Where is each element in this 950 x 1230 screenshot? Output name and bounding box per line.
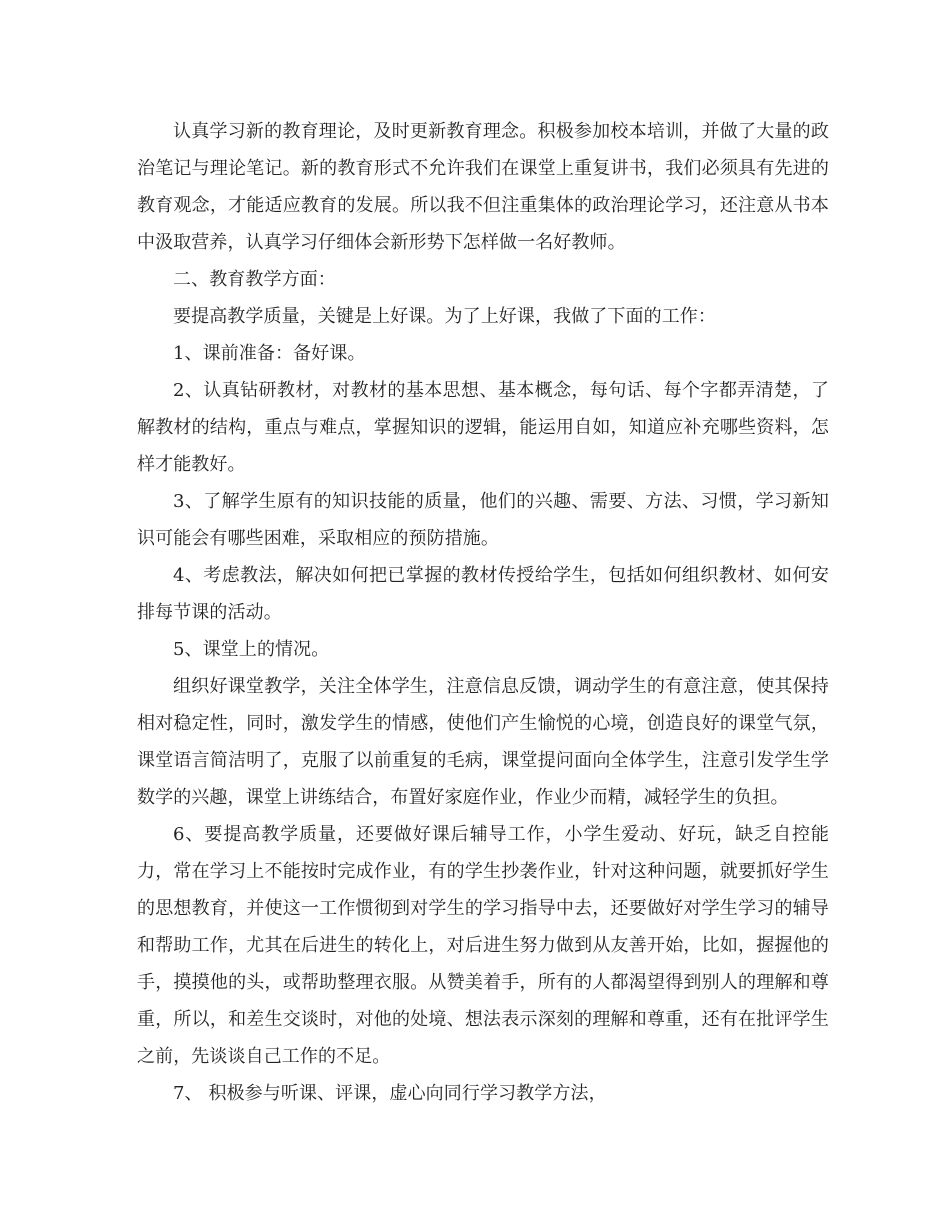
list-item-3: 3、了解学生原有的知识技能的质量，他们的兴趣、需要、方法、习惯，学习新知识可能会有哪些困难，采取相应的预防措施。 (137, 491, 829, 549)
list-item-1: 1、课前准备：备好课。 (173, 343, 366, 364)
section-heading-teaching: 二、教育教学方面： (173, 269, 336, 290)
document-body (137, 113, 829, 1112)
list-item-2: 2、认真钻研教材，对教材的基本思想、基本概念，每句话、每个字都弄清楚，了解教材的结构，重点与难点，掌握知识的逻辑，能运用自如，知道应补充哪些资料，怎样才能教好。 (137, 380, 829, 475)
list-item-6: 6、要提高教学质量，还要做好课后辅导工作，小学生爱动、好玩，缺乏自控能力，常在学习上不能按时完成作业，有的学生抄袭作业，针对这种问题，就要抓好学生的思想教育，并使这一工作惯彻到对学生的学习指导中去，还要做好对学生学习的辅导和帮助工作，尤其在后进生的转化上，对后进生努力做到从友善开始，比如，握握他的手，摸摸他的头，或帮助整理衣服。从赞美着手，所有的人都渴望得到别人的理解和尊重，所以，和差生交谈时，对他的处境、想法表示深刻的理解和尊重，还有在批评学生之前，先谈谈自己工作的不足。 (137, 824, 829, 1067)
list-item-7: 7、 积极参与听课、评课，虚心向同行学习教学方法， (173, 1083, 607, 1104)
list-item-5: 5、课堂上的情况。 (173, 639, 330, 660)
paragraph-classroom: 组织好课堂教学，关注全体学生，注意信息反馈，调动学生的有意注意，使其保持相对稳定性，同时，激发学生的情感，使他们产生愉悦的心境，创造良好的课堂气氛，课堂语言简洁明了，克服了以前重复的毛病，课堂提问面向全体学生，注意引发学生学数学的兴趣，课堂上讲练结合，布置好家庭作业，作业少而精，减轻学生的负担。 (137, 676, 829, 808)
paragraph-study-theory: 认真学习新的教育理论，及时更新教育理念。积极参加校本培训，并做了大量的政治笔记与理论笔记。新的教育形式不允许我们在课堂上重复讲书，我们必须具有先进的教育观念，才能适应教育的发展。所以我不但注重集体的政治理论学习，还注意从书本中汲取营养，认真学习仔细体会新形势下怎样做一名好教师。 (137, 121, 829, 253)
paragraph-intro-teaching: 要提高教学质量，关键是上好课。为了上好课，我做了下面的工作： (173, 306, 716, 327)
list-item-4: 4、考虑教法，解决如何把已掌握的教材传授给学生，包括如何组织教材、如何安排每节课的活动。 (137, 565, 829, 623)
